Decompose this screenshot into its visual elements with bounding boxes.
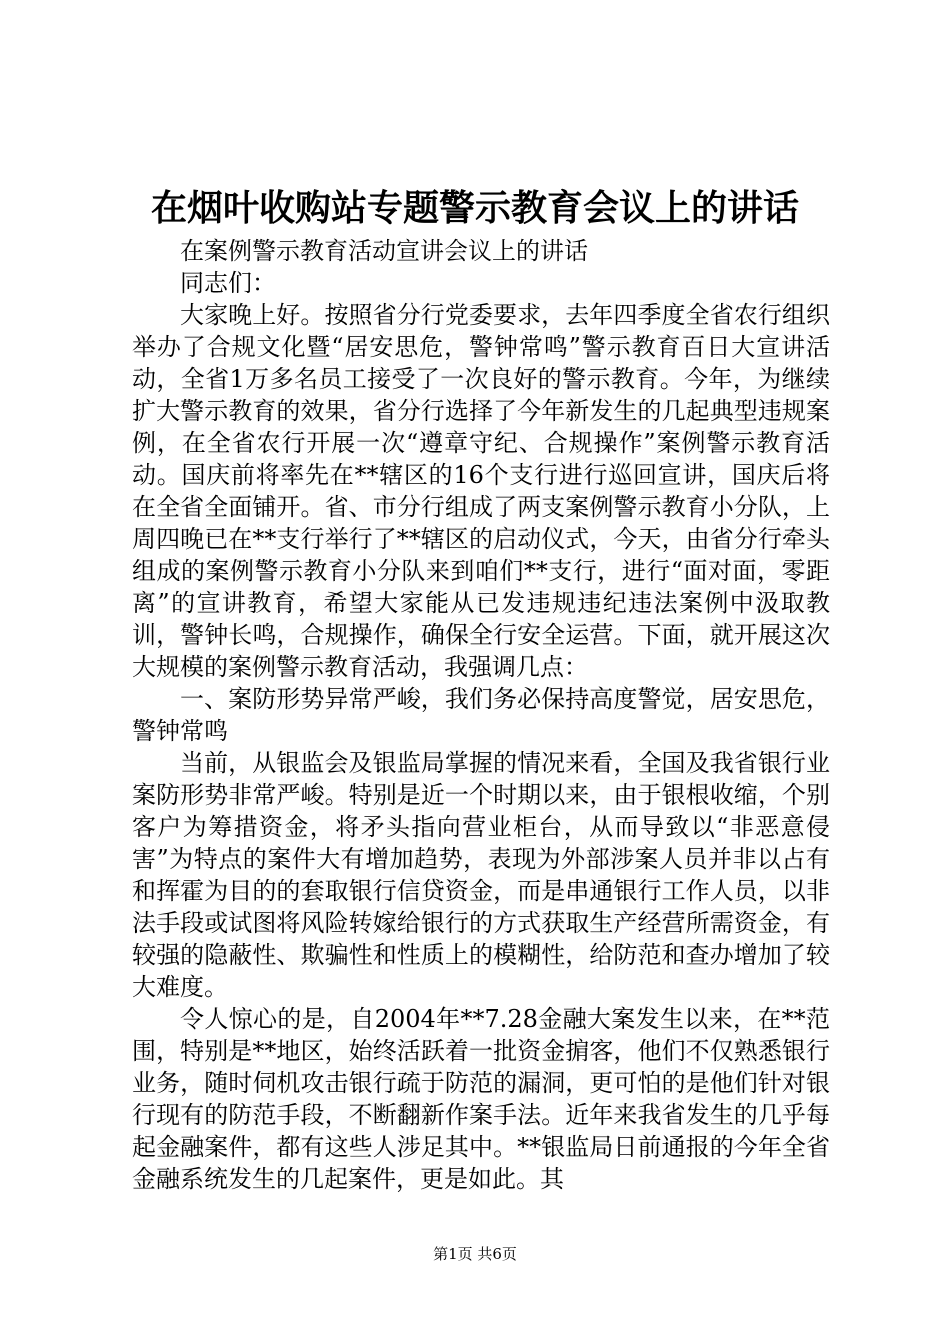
section-heading-paragraph: 一、案防形势异常严峻，我们务必保持高度警觉，居安思危，警钟常鸣 (132, 685, 830, 745)
subtitle-paragraph: 在案例警示教育活动宣讲会议上的讲话 (180, 237, 588, 265)
salutation-paragraph: 同志们： (180, 269, 276, 297)
page-footer: 第1页 共6页 (433, 1245, 517, 1263)
document-title: 在烟叶收购站专题警示教育会议上的讲话 (150, 187, 799, 229)
document-body (132, 235, 830, 1195)
body-paragraph: 大家晚上好。按照省分行党委要求，去年四季度全省农行组织举办了合规文化暨“居安思危，警钟常鸣”警示教育百日大宣讲活动，全省1万多名员工接受了一次良好的警示教育。今年，为继续扩大警示教育的效果，省分行选择了今年新发生的几起典型违规案例，在全省农行开展一次“遵章守纪、合规操作”案例警示教育活动。国庆前将率先在**辖区的16个支行进行巡回宣讲，国庆后将在全省全面铺开。省、市分行组成了两支案例警示教育小分队，上周四晚已在**支行举行了**辖区的启动仪式，今天，由省分行牵头组成的案例警示教育小分队来到咱们**支行，进行“面对面，零距离”的宣讲教育，希望大家能从已发违规违纪违法案例中汲取教训，警钟长鸣，合规操作，确保全行安全运营。下面，就开展这次大规模的案例警示教育活动，我强调几点： (132, 301, 830, 681)
body-paragraph: 当前，从银监会及银监局掌握的情况来看，全国及我省银行业案防形势非常严峻。特别是近一个时期以来，由于银根收缩，个别客户为筹措资金，将矛头指向营业柜台，从而导致以“非恶意侵害”为特点的案件大有增加趋势，表现为外部涉案人员并非以占有和挥霍为目的的套取银行信贷资金，而是串通银行工作人员，以非法手段或试图将风险转嫁给银行的方式获取生产经营所需资金，有较强的隐蔽性、欺骗性和性质上的模糊性，给防范和查办增加了较大难度。 (132, 749, 830, 1001)
body-paragraph: 令人惊心的是，自2004年**7.28金融大案发生以来，在**范围，特别是**地区，始终活跃着一批资金掮客，他们不仅熟悉银行业务，随时伺机攻击银行疏于防范的漏洞，更可怕的是他们针对银行现有的防范手段，不断翻新作案手法。近年来我省发生的几乎每起金融案件，都有这些人涉足其中。**银监局日前通报的今年全省金融系统发生的几起案件，更是如此。其 (132, 1005, 830, 1193)
